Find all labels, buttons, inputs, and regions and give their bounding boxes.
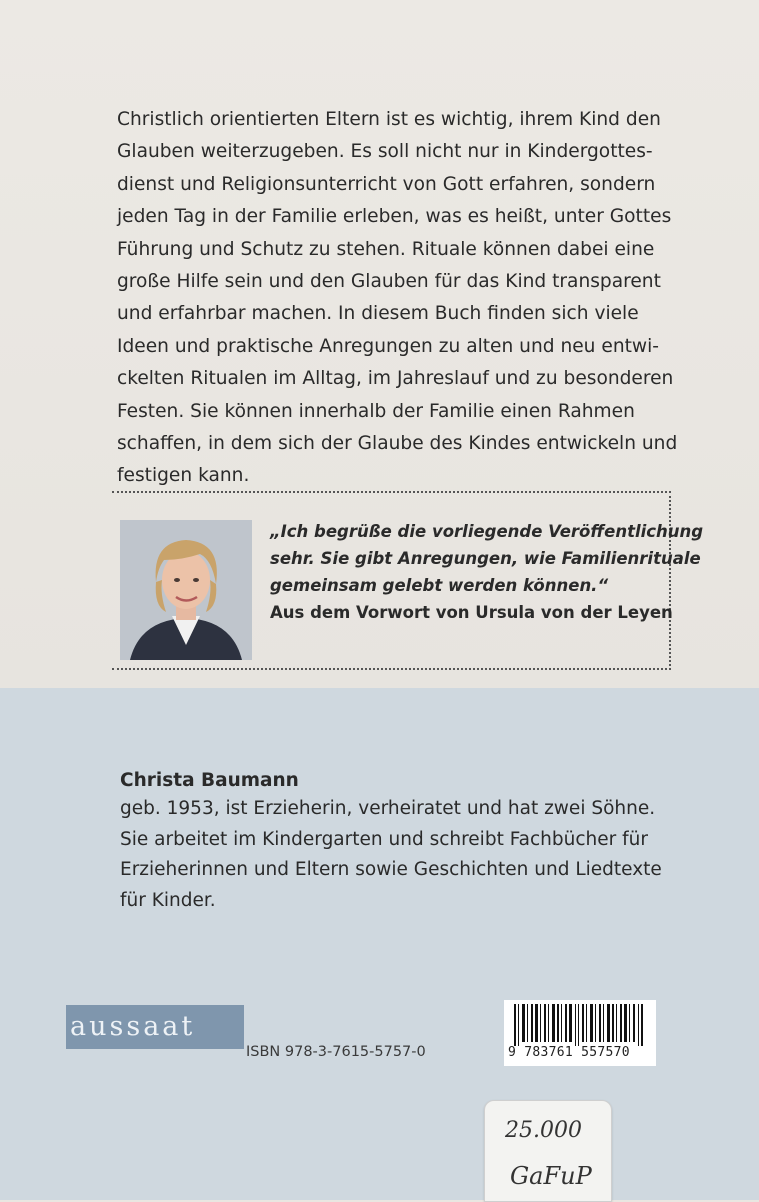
author-bio-line: Erzieherinnen und Eltern sowie Geschichten und Liedtexte bbox=[120, 859, 662, 880]
quote-line: sehr. Sie gibt Anregungen, wie Familienrituale bbox=[270, 549, 701, 568]
blurb-line: große Hilfe sein und den Glauben für das Kind transparent bbox=[117, 271, 661, 293]
blurb-line: dienst und Religionsunterricht von Gott erfahren, sondern bbox=[117, 173, 656, 195]
blurb-line: Festen. Sie können innerhalb der Familie einen Rahmen bbox=[117, 400, 635, 422]
blurb-line: jeden Tag in der Familie erleben, was es heißt, unter Gottes bbox=[117, 206, 672, 228]
blurb-line: Christlich orientierten Eltern ist es wichtig, ihrem Kind den bbox=[117, 109, 661, 130]
blurb-line: schaffen, in dem sich der Glaube des Kindes entwickeln und bbox=[117, 433, 678, 455]
blurb-line: Führung und Schutz zu stehen. Rituale können dabei eine bbox=[117, 238, 655, 260]
quote-line: gemeinsam gelebt werden können.“ bbox=[270, 576, 609, 595]
publisher-logo-text: aussaat bbox=[70, 1011, 196, 1042]
foreword-quote bbox=[270, 518, 704, 626]
barcode-bars bbox=[504, 1004, 656, 1048]
handwritten-code: GaFuP bbox=[510, 1162, 592, 1190]
quote-line: „Ich begrüße die vorliegende Veröffentlichung bbox=[270, 522, 704, 541]
blurb-line: und erfahrbar machen. In diesem Buch finden sich viele bbox=[117, 303, 639, 325]
blurb-text bbox=[117, 104, 677, 493]
quote-source: Aus dem Vorwort von Ursula von der Leyen bbox=[270, 603, 673, 622]
blurb-line: ckelten Ritualen im Alltag, im Jahreslauf und zu besonderen bbox=[117, 368, 674, 390]
author-bio-line: für Kinder. bbox=[120, 889, 216, 911]
author-bio bbox=[120, 794, 680, 916]
blurb-line: Ideen und praktische Anregungen zu alten und neu entwi- bbox=[117, 335, 659, 357]
back-cover-bottom-panel bbox=[0, 688, 759, 1200]
author-bio-line: geb. 1953, ist Erzieherin, verheiratet und hat zwei Söhne. bbox=[120, 798, 656, 819]
author-name: Christa Baumann bbox=[120, 770, 299, 791]
barcode-digits: 9 783761 557570 bbox=[508, 1045, 630, 1060]
portrait-illustration bbox=[120, 520, 252, 660]
handwritten-price: 25.000 bbox=[505, 1118, 582, 1143]
author-portrait-photo bbox=[120, 520, 252, 660]
author-bio-line: Sie arbeitet im Kindergarten und schreibt Fachbücher für bbox=[120, 828, 648, 850]
blurb-line: Glauben weiterzugeben. Es soll nicht nur in Kindergottes- bbox=[117, 141, 653, 163]
blurb-line: festigen kann. bbox=[117, 465, 250, 487]
isbn-text: ISBN 978-3-7615-5757-0 bbox=[246, 1044, 426, 1060]
